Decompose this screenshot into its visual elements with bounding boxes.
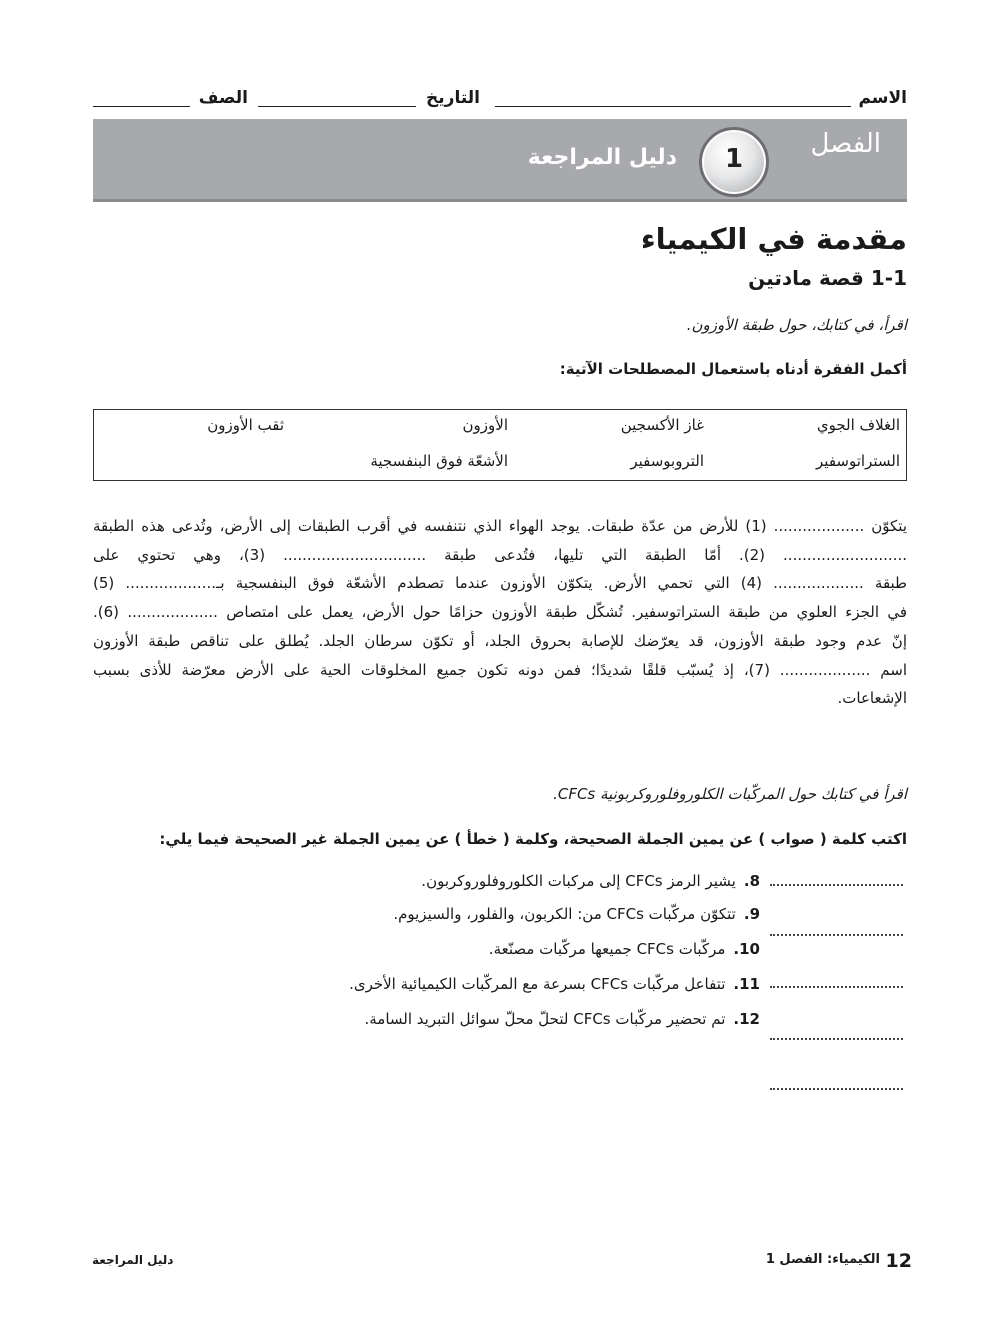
name-line[interactable] — [495, 106, 851, 107]
banner-title: دليل المراجعة — [527, 145, 677, 170]
answer-line[interactable] — [770, 986, 903, 988]
date-line[interactable] — [258, 106, 416, 107]
statement-12 — [364, 1010, 760, 1028]
footer-book-chapter: الكيمياء: الفصل 1 — [765, 1252, 880, 1267]
chapter-number-badge — [699, 127, 769, 197]
date-label: التاريخ — [426, 88, 480, 108]
paragraph-line: .......................... (2). أمّا الطبقة التي تليها، فتُدعى طبقة .............................. (3)، وهي تحتوي على — [93, 545, 907, 564]
terms-box — [93, 409, 907, 481]
term: الأوزون — [462, 416, 508, 434]
fill-in-paragraph — [93, 512, 907, 713]
answer-line[interactable] — [770, 1038, 903, 1040]
statement-number: 11. — [733, 975, 760, 993]
term: ثقب الأوزون — [207, 416, 284, 434]
section-title: 1-1 قصة مادتين — [748, 266, 907, 290]
name-label: الاسم — [858, 88, 907, 108]
true-false-instruction: اكتب كلمة ( صواب ) عن يمين الجملة الصحيحة، وكلمة ( خطأ ) عن يمين الجملة غير الصحيحة فيما يلي: — [159, 830, 907, 848]
statement-10 — [489, 940, 760, 958]
term: الستراتوسفير — [816, 452, 900, 470]
chapter-number: 1 — [724, 144, 744, 174]
chapter-word: الفصل — [810, 129, 881, 159]
class-line[interactable] — [93, 106, 190, 107]
term: الغلاف الجوي — [816, 416, 900, 434]
answer-line[interactable] — [770, 884, 903, 886]
statement-11 — [349, 975, 760, 993]
answer-line[interactable] — [770, 934, 903, 936]
statement-text: تتكوّن مركّبات CFCs من: الكربون، والفلور، والسيزيوم. — [393, 905, 736, 923]
read-instruction-1: اقرأ، في كتابك، حول طبقة الأوزون. — [686, 316, 907, 334]
chapter-banner — [93, 119, 907, 202]
class-label: الصف — [198, 88, 248, 108]
paragraph-line: يتكوّن ................... (1) للأرض من عدّة طبقات. يوجد الهواء الذي نتنفسه في أقرب الطبقات إلى الأرض، وتُدعى هذه الطبقة — [93, 517, 908, 535]
paragraph-line: في الجزء العلوي من طبقة الستراتوسفير. تُشكّل طبقة الأوزون حزامًا حول الأرض، يعمل على امتصاص ................... (6). — [93, 603, 907, 622]
term: الأشعّة فوق البنفسجية — [370, 452, 508, 470]
statement-text: تتفاعل مركّبات CFCs بسرعة مع المركّبات الكيميائية الأخرى. — [349, 975, 726, 993]
statement-9 — [393, 905, 760, 923]
paragraph-line: طبقة ................... (4) التي تحمي الأرض. يتكوّن الأوزون عندما تصطدم الأشعّة فوق البنفسجية بـ................... (5) — [93, 574, 907, 593]
paragraph-line: اسم ................... (7)، إذ يُسبّب قلقًا شديدًا؛ فمن دونه تكون جميع المخلوقات الحية على الأرض معرّضة للأذى بسبب — [93, 660, 907, 679]
page-title: مقدمة في الكيمياء — [640, 222, 907, 256]
statement-number: 9. — [743, 905, 760, 923]
footer-guide: دليل المراجعة — [92, 1253, 174, 1267]
answer-line[interactable] — [770, 1088, 903, 1090]
statement-8 — [421, 872, 760, 890]
fill-instruction: أكمل الفقرة أدناه باستعمال المصطلحات الآتية: — [559, 360, 907, 378]
page-number: 12 — [885, 1250, 912, 1272]
paragraph-line: إنّ عدم وجود طبقة الأوزون، قد يعرّضك للإصابة بحروق الجلد، أو تكوّن سرطان الجلد. يُطلق على تناقص طبقة الأوزون — [93, 631, 907, 650]
statement-number: 12. — [733, 1010, 760, 1028]
paragraph-line: الإشعاعات. — [837, 689, 907, 708]
statement-text: يشير الرمز CFCs إلى مركبات الكلوروفلوروكربون. — [421, 872, 736, 890]
term: غاز الأكسجين — [620, 416, 704, 434]
statement-text: مركّبات CFCs جميعها مركّبات مصنّعة. — [488, 940, 726, 958]
read-instruction-2: اقرأ في كتابك حول المركّبات الكلوروفلوروكربونية CFCs. — [553, 785, 907, 803]
statement-text: تم تحضير مركّبات CFCs لتحلّ محلّ سوائل التبريد السامة. — [364, 1010, 726, 1028]
statement-number: 8. — [743, 872, 760, 890]
term: التروبوسفير — [630, 452, 704, 470]
statement-number: 10. — [733, 940, 760, 958]
